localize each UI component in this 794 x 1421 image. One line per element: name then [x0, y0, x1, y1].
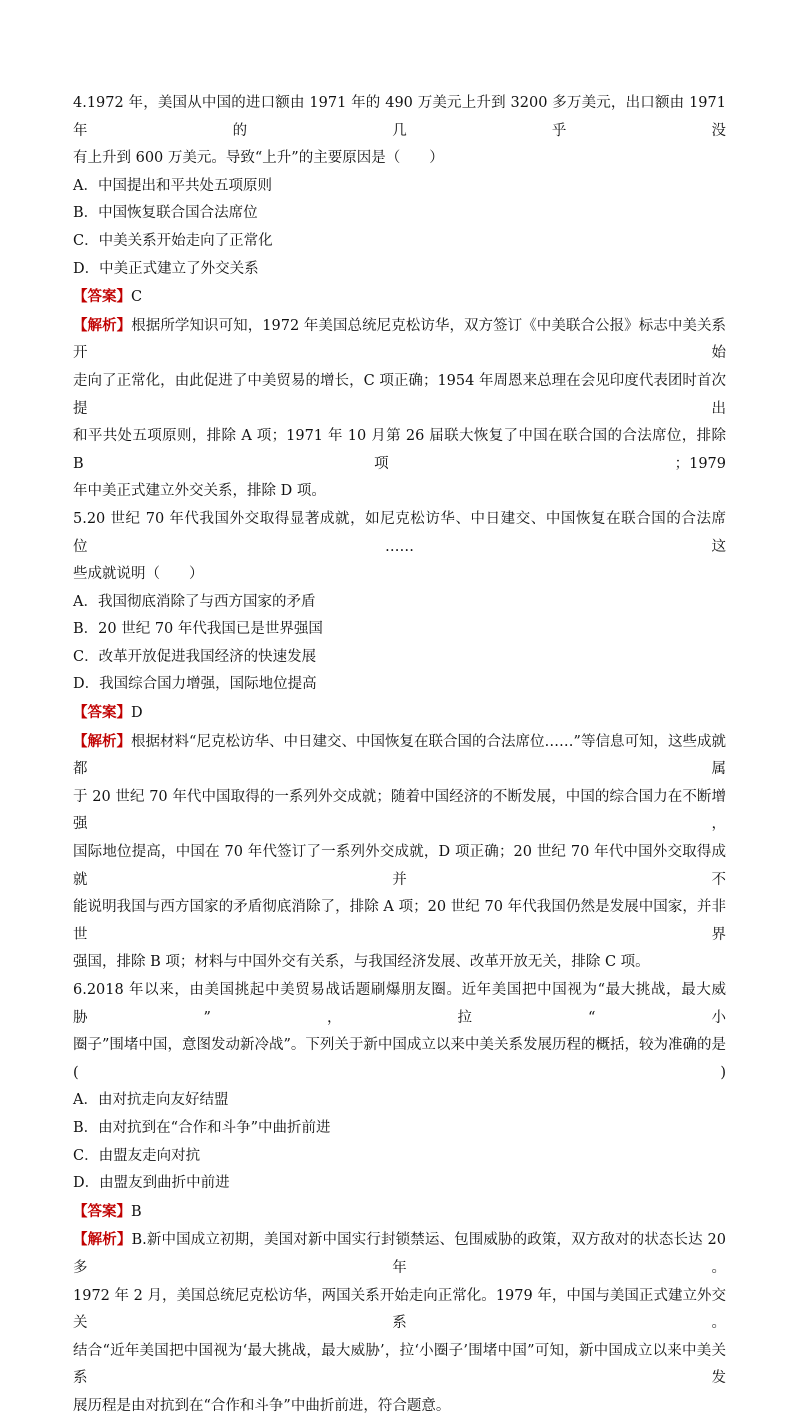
question-stem-line: 4.1972 年，美国从中国的进口额由 1971 年的 490 万美元上升到 3200 多万美元，出口额由 1971 年的几乎没	[73, 95, 726, 139]
analysis-text: 根据所学知识可知，1972 年美国总统尼克松访华，双方签订《中美联合公报》标志中美关系开始	[73, 317, 727, 362]
answer-tag: 【答案】	[73, 704, 131, 722]
answer-value: C	[131, 289, 143, 306]
analysis-tag: 【解析】	[73, 316, 132, 334]
question-6	[73, 977, 726, 1421]
analysis-line: 和平共处五项原则，排除 A 项；1971 年 10 月第 26 届联大恢复了中国在联合国的合法席位，排除 B 项；1979	[73, 428, 726, 472]
analysis-line: 展历程是由对抗到在“合作和斗争”中曲折前进，符合题意。	[73, 1397, 451, 1414]
analysis-row	[73, 728, 726, 784]
option-b: B．由对抗到在“合作和斗争”中曲折前进	[73, 1119, 331, 1136]
answer-row	[73, 283, 726, 312]
option-a: A．中国提出和平共处五项原则	[73, 177, 272, 194]
analysis-line: 能说明我国与西方国家的矛盾彻底消除了，排除 A 项；20 世纪 70 年代我国仍然是发展中国家，并非世界	[73, 899, 726, 943]
answer-row	[73, 699, 726, 728]
option-c: C．由盟友走向对抗	[73, 1147, 201, 1164]
analysis-line: 强国，排除 B 项；材料与中国外交有关系，与我国经济发展、改革开放无关，排除 C 项。	[73, 954, 650, 971]
analysis-text: B.新中国成立初期，美国对新中国实行封锁禁运、包围威胁的政策，双方敌对的状态长达 20 多年。	[73, 1232, 726, 1276]
answer-tag: 【答案】	[73, 288, 131, 306]
option-d: D．由盟友到曲折中前进	[73, 1175, 230, 1192]
answer-value: B	[131, 1203, 142, 1220]
option-a: A．我国彻底消除了与西方国家的矛盾	[73, 593, 316, 610]
analysis-line: 1972 年 2 月，美国总统尼克松访华，两国关系开始走向正常化。1979 年，中国与美国正式建立外交关系。	[73, 1287, 726, 1332]
analysis-line: 于 20 世纪 70 年代中国取得的一系列外交成就；随着中国经济的不断发展，中国的综合国力在不断增强，	[73, 788, 726, 833]
question-5	[73, 506, 726, 977]
analysis-row	[73, 1226, 726, 1282]
answer-tag: 【答案】	[73, 1202, 131, 1220]
question-stem-line: 些成就说明（ ）	[73, 566, 204, 583]
question-stem-line: 6.2018 年以来，由美国挑起中美贸易战话题刷爆朋友圈。近年美国把中国视为“最大挑战，最大威胁”，拉“小	[73, 982, 726, 1026]
analysis-row	[73, 312, 726, 368]
analysis-text: 根据材料“尼克松访华、中日建交、中国恢复在联合国的合法席位……”等信息可知，这些成就都属	[73, 733, 726, 778]
answer-value: D	[131, 705, 143, 722]
analysis-line: 走向了正常化，由此促进了中美贸易的增长，C 项正确；1954 年周恩来总理在会见印度代表团时首次提出	[73, 372, 726, 417]
option-d: D．中美正式建立了外交关系	[73, 260, 259, 277]
option-c: C．中美关系开始走向了正常化	[73, 232, 273, 249]
analysis-line: 结合“近年美国把中国视为‘最大挑战，最大威胁’，拉‘小圈子’围堵中国”可知，新中国成立以来中美关系发	[73, 1342, 726, 1387]
analysis-tag: 【解析】	[73, 732, 132, 750]
analysis-line: 年中美正式建立外交关系，排除 D 项。	[73, 483, 326, 500]
answer-row	[73, 1198, 726, 1227]
question-stem-line: 有上升到 600 万美元。导致“上升”的主要原因是（ ）	[73, 150, 444, 167]
analysis-tag: 【解析】	[73, 1231, 132, 1249]
question-stem-line: 圈子”围堵中国，意图发动新冷战”。下列关于新中国成立以来中美关系发展历程的概括，较为准确的是( )	[73, 1037, 726, 1081]
option-b: B．20 世纪 70 年代我国已是世界强国	[73, 621, 323, 638]
option-c: C．改革开放促进我国经济的快速发展	[73, 648, 317, 665]
question-4	[73, 90, 726, 506]
question-stem-line: 5.20 世纪 70 年代我国外交取得显著成就，如尼克松访华、中日建交、中国恢复在联合国的合法席位……这	[73, 510, 726, 555]
option-b: B．中国恢复联合国合法席位	[73, 205, 258, 222]
option-d: D．我国综合国力增强，国际地位提高	[73, 676, 317, 693]
analysis-line: 国际地位提高，中国在 70 年代签订了一系列外交成就，D 项正确；20 世纪 70 年代中国外交取得成就并不	[73, 844, 726, 888]
option-a: A．由对抗走向友好结盟	[73, 1092, 229, 1109]
